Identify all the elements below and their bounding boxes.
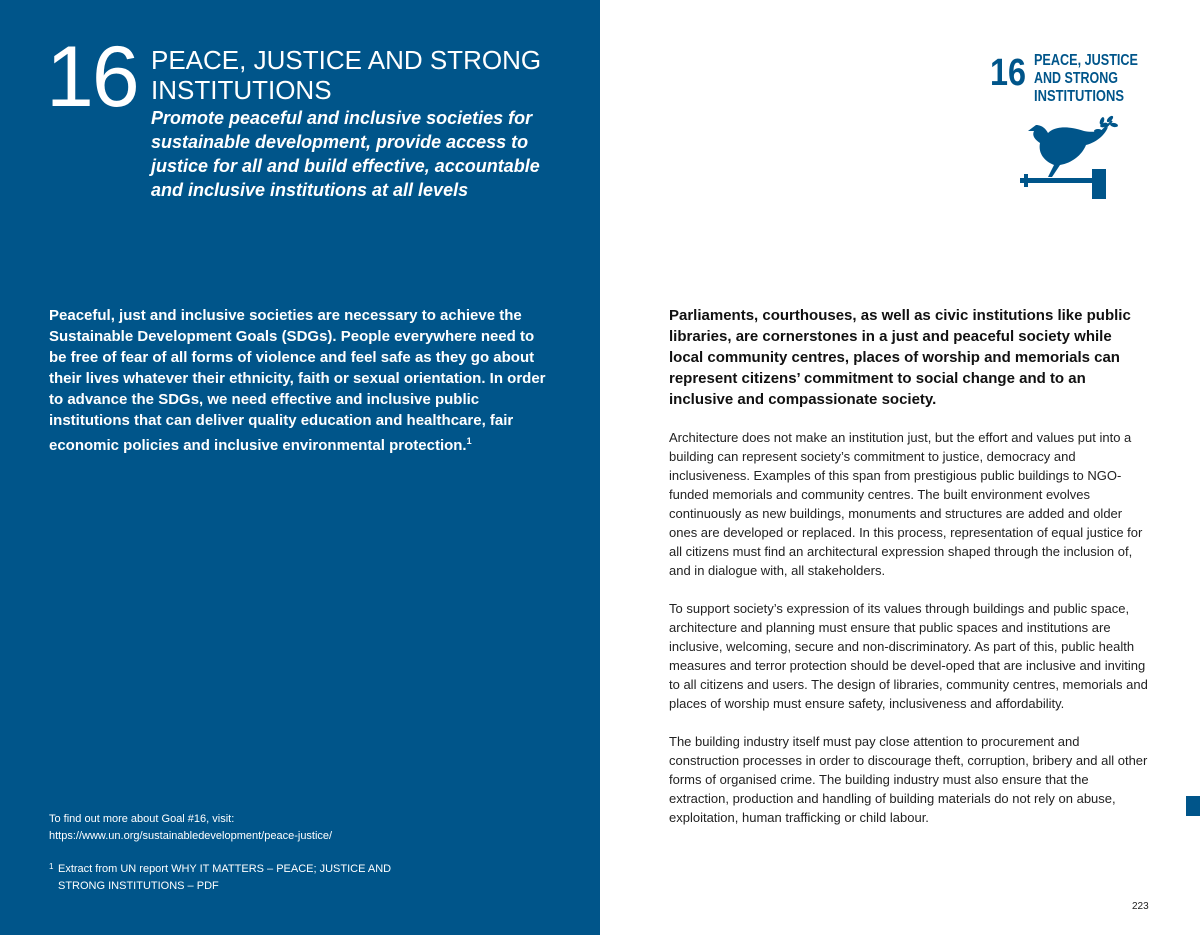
sdg-icon-label-1: PEACE, JUSTICE xyxy=(1034,52,1139,69)
body-text xyxy=(669,428,1151,846)
section-tab-marker xyxy=(1186,796,1200,816)
sdg-icon-label-3: INSTITUTIONS xyxy=(1034,88,1125,105)
footnote-1-text: Extract from UN report WHY IT MATTERS – PEACE; JUSTICE AND STRONG INSTITUTIONS – PDF xyxy=(58,863,392,892)
sdg-icon-label-2: AND STRONG xyxy=(1034,70,1118,87)
gavel-grip xyxy=(1024,174,1028,187)
more-info-text: To find out more about Goal #16, visit: xyxy=(49,813,235,825)
page-number: 223 xyxy=(1132,901,1149,912)
body-paragraph-2: To support society’s expression of its values through buildings and public space, architecture and planning must ensure that public spaces and institutions are inclusive, welcoming, secure and non-discriminatory. As part of this, public health measures and terror protection should be devel-oped that are inclusive and inviting to all citizens and users. The design of libraries, community centres, memorials and places of worship must ensure safety, inclusiveness and affordability. xyxy=(669,601,1148,711)
goal-subtitle: Promote peaceful and inclusive societies for sustainable development, provide access to justice for all and build effective, accountable and inclusive institutions at all levels xyxy=(151,108,540,200)
more-info-link[interactable]: https://www.un.org/sustainabledevelopment/peace-justice/ xyxy=(49,830,333,842)
right-page xyxy=(600,0,1200,935)
sdg-icon-number: 16 xyxy=(990,52,1026,94)
intro-text: Peaceful, just and inclusive societies are necessary to achieve the Sustainable Development Goals (SDGs). People everywhere need to be free of fear of all forms of violence and feel safe as they go about their lives whatever their ethnicity, faith or sexual orientation. In order to advance the SDGs, we need effective and inclusive public institutions that can deliver quality education and healthcare, fair economic policies and inclusive environmental protection. xyxy=(49,307,546,454)
sdg16-logo xyxy=(984,45,1144,205)
lead-paragraph: Parliaments, courthouses, as well as civic institutions like public libraries, are cornerstones in a just and peaceful society while local community centres, places of worship and memorials can represent citizens’ commitment to social change and to an inclusive and compassionate society. xyxy=(669,307,1131,408)
gavel-handle xyxy=(1020,178,1094,183)
gavel-head xyxy=(1092,169,1106,199)
body-paragraph-3: The building industry itself must pay close attention to procurement and construction processes in order to discourage theft, corruption, bribery and all other forms of organised crime. The building industry must also ensure that the extraction, production and handling of building materials do not rely on abuse, exploitation, human trafficking or child labour. xyxy=(669,734,1148,825)
dove-gavel-icon xyxy=(1020,115,1118,199)
intro-paragraph xyxy=(49,305,549,456)
goal-number: 16 xyxy=(46,29,138,125)
footnote-mark: 1 xyxy=(466,436,472,446)
footnotes xyxy=(49,811,469,895)
body-paragraph-1: Architecture does not make an institution just, but the effort and values put into a building can represent society’s commitment to justice, democracy and inclusiveness. Examples of this span from prestigious public buildings to NGO-funded memorials and community centres. The built environment evolves continuously as new buildings, monuments and structures are added and older ones are developed or replaced. In this process, representation of equal justice for all citizens must find an architectural expression shaped through the inclusion of, and in dialogue with, all stakeholders. xyxy=(669,430,1143,578)
goal-title: PEACE, JUSTICE AND STRONG INSTITUTIONS xyxy=(151,45,542,105)
footnote-1-mark: 1 xyxy=(49,862,54,871)
footnote-1 xyxy=(49,861,469,895)
